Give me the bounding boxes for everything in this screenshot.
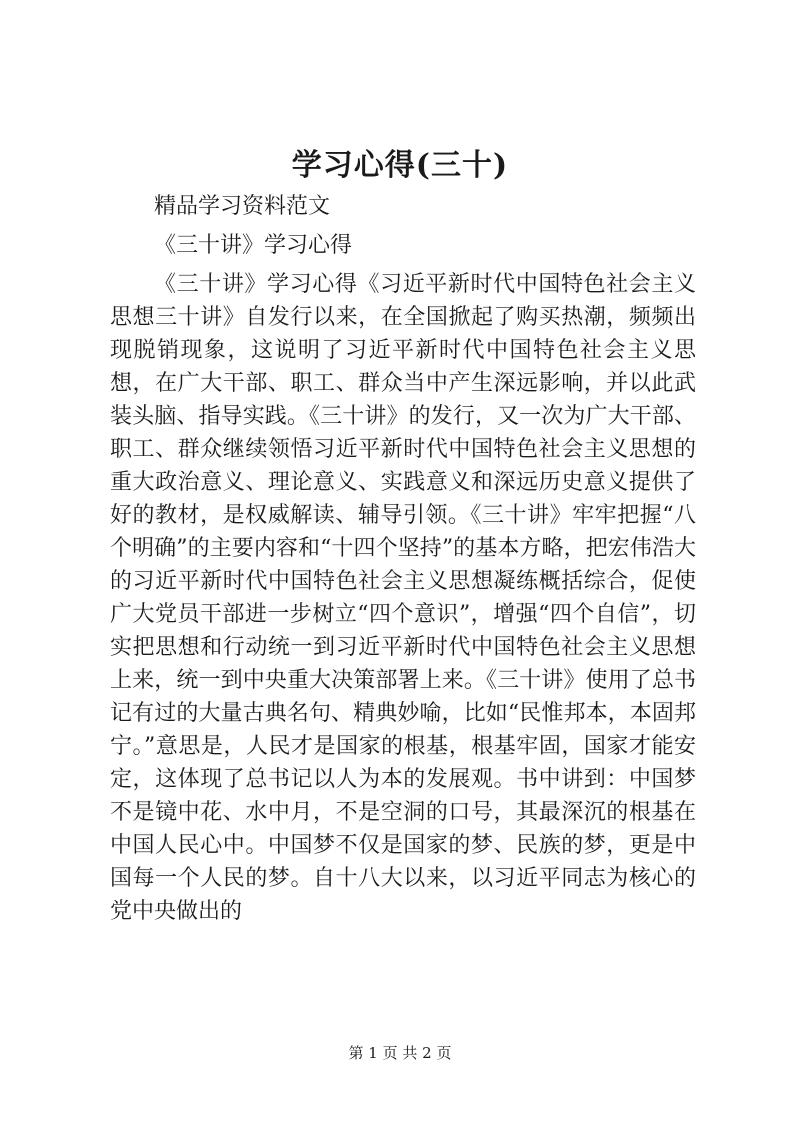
document-title: 学习心得(三十) [291,148,509,183]
subtitle-paragraph: 精品学习资料范文 [154,194,331,219]
body-paragraph: 《三十讲》学习心得《习近平新时代中国特色社会主义思想三十讲》自发行以来，在全国掀起了购买热潮，频频出现脱销现象，这说明了习近平新时代中国特色社会主义思想，在广大干部、职工、群众当中产生深远影响，并以此武装头脑、指导实践。《三十讲》的发行，又一次为广大干部、职工、群众继续领悟习近平新时代中国特色社会主义思想的重大政治意义、理论意义、实践意义和深远历史意义提供了好的教材，是权威解读、辅导引领。《三十讲》牢牢把握“八个明确”的主要内容和“十四个坚持”的基本方略，把宏伟浩大的习近平新时代中国特色社会主义思想凝练概括综合，促使广大党员干部进一步树立“四个意识”，增强“四个自信”，切实把思想和行动统一到习近平新时代中国特色社会主义思想上来，统一到中央重大决策部署上来。《三十讲》使用了总书记有过的大量古典名句、精典妙喻，比如“民惟邦本，本固邦宁。”意思是，人民才是国家的根基，根基牢固，国家才能安定，这体现了总书记以人为本的发展观。书中讲到：中国梦不是镜中花、水中月，不是空洞的口号，其最深沉的根基在中国人民心中。中国梦不仅是国家的梦、民族的梦，更是中国每一个人民的梦。自十八大以来，以习近平同志为核心的党中央做出的 [110,272,696,924]
heading-paragraph: 《三十讲》学习心得 [154,233,353,258]
page-footer: 第 1 页 共 2 页 [348,1044,452,1062]
